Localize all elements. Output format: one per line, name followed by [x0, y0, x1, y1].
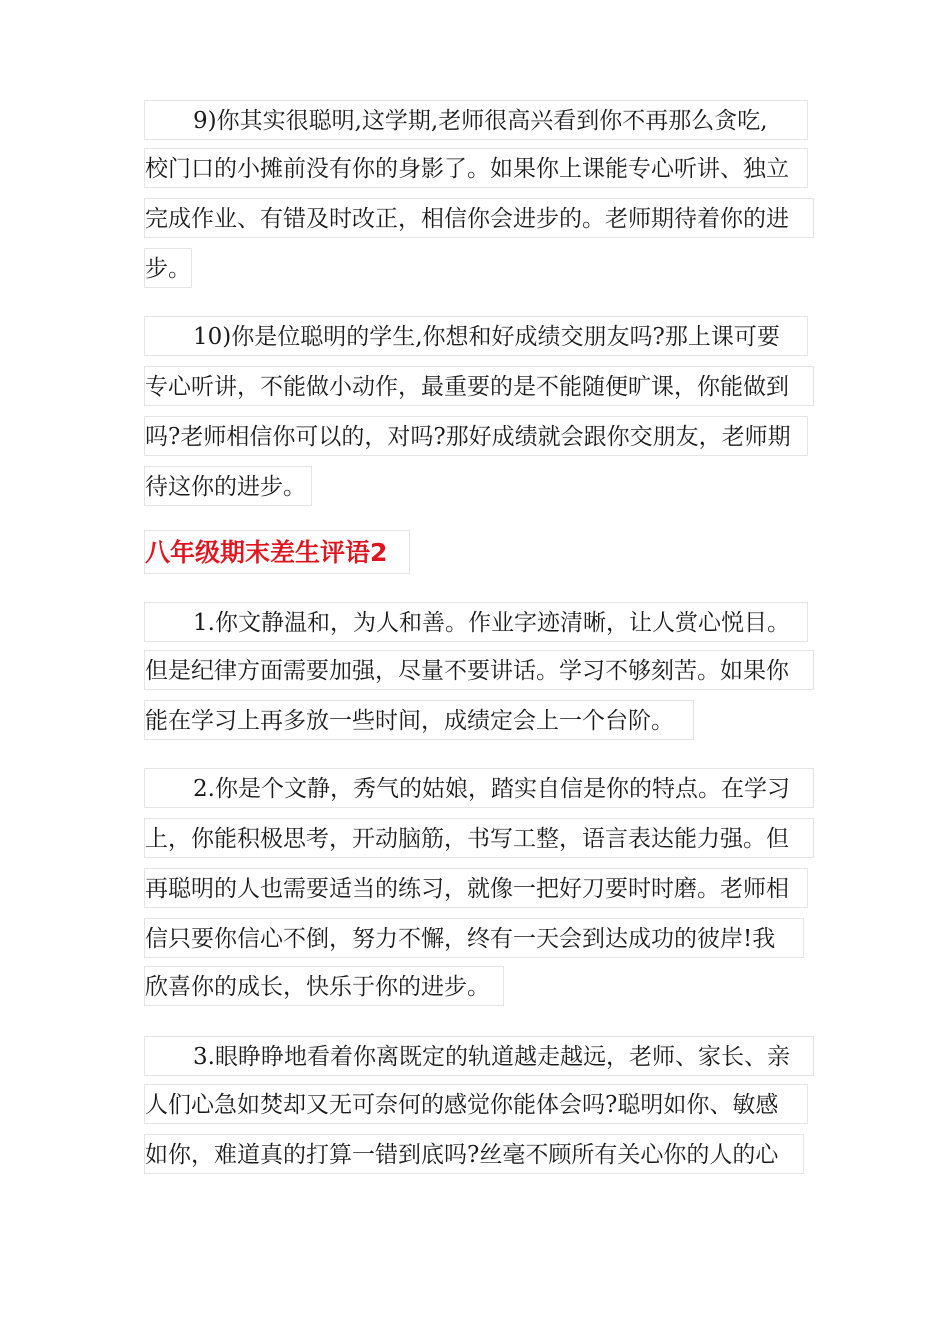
paragraph-line: 待这你的进步。 [144, 466, 312, 506]
paragraph-line: 吗?老师相信你可以的，对吗?那好成绩就会跟你交朋友，老师期 [144, 416, 808, 456]
paragraph-line: 人们心急如焚却又无可奈何的感觉你能体会吗?聪明如你、敏感 [144, 1084, 808, 1124]
paragraph-line: 10)你是位聪明的学生,你想和好成绩交朋友吗?那上课可要 [144, 316, 808, 356]
paragraph-line: 欣喜你的成长，快乐于你的进步。 [144, 966, 504, 1006]
paragraph-line: 如你，难道真的打算一错到底吗?丝毫不顾所有关心你的人的心 [144, 1134, 804, 1174]
paragraph-line: 专心听讲，不能做小动作，最重要的是不能随便旷课，你能做到 [144, 366, 814, 406]
paragraph-line: 校门口的小摊前没有你的身影了。如果你上课能专心听讲、独立 [144, 148, 808, 188]
section-heading: 八年级期末差生评语2 [144, 530, 410, 574]
paragraph-line: 上，你能积极思考，开动脑筋，书写工整，语言表达能力强。但 [144, 818, 814, 858]
paragraph-line: 再聪明的人也需要适当的练习，就像一把好刀要时时磨。老师相 [144, 868, 808, 908]
paragraph-line: 完成作业、有错及时改正，相信你会进步的。老师期待着你的进 [144, 198, 814, 238]
paragraph-line: 能在学习上再多放一些时间，成绩定会上一个台阶。 [144, 700, 694, 740]
paragraph-line: 2.你是个文静，秀气的姑娘，踏实自信是你的特点。在学习 [144, 768, 814, 808]
paragraph-line: 步。 [144, 248, 192, 288]
paragraph-line: 9)你其实很聪明,这学期,老师很高兴看到你不再那么贪吃, [144, 100, 808, 140]
paragraph-line: 信只要你信心不倒，努力不懈，终有一天会到达成功的彼岸!我 [144, 918, 804, 958]
paragraph-line: 1.你文静温和，为人和善。作业字迹清晰，让人赏心悦目。 [144, 602, 808, 642]
paragraph-line: 3.眼睁睁地看着你离既定的轨道越走越远，老师、家长、亲 [144, 1036, 814, 1076]
paragraph-line: 但是纪律方面需要加强，尽量不要讲话。学习不够刻苦。如果你 [144, 650, 814, 690]
